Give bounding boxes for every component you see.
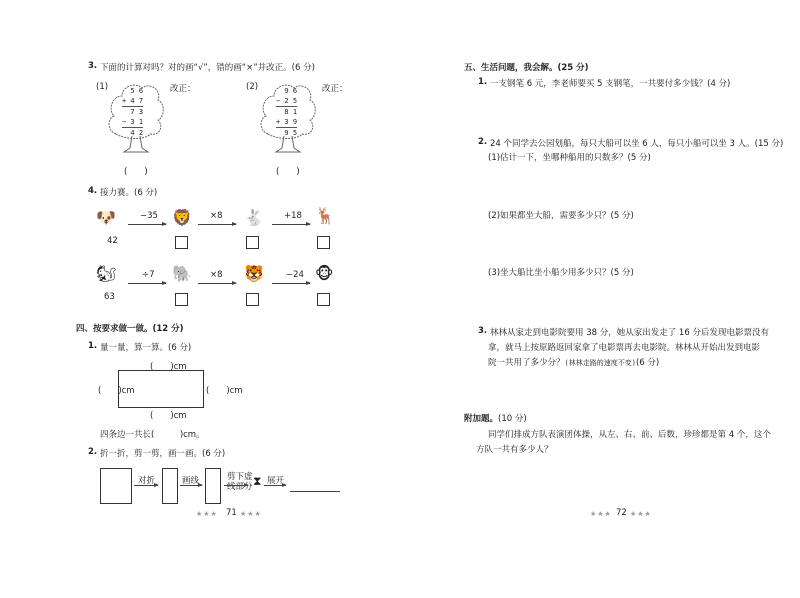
relay1-op2: ×8: [210, 211, 223, 221]
arrow-icon: [180, 485, 202, 486]
r-q3-line3: 院一共用了多少分？(林林走路的速度不变)(6 分): [488, 358, 660, 368]
lion-icon: 🦁: [172, 208, 192, 227]
r-q3-line2: 拿，就马上按原路返回家拿了电影票再去电影院。林林从开始出发到电影: [488, 343, 761, 353]
relay1-start: 42: [107, 236, 118, 246]
measure-sum[interactable]: 四条边一共长( )cm。: [100, 430, 205, 440]
relay1-answer3[interactable]: [317, 236, 330, 249]
tiger-icon: 🐯: [244, 264, 264, 283]
page-number-left: 71: [226, 508, 237, 518]
section4-title: 四、按要求做一做。(12 分): [76, 324, 184, 334]
page-stars-right: ★★★: [630, 510, 652, 518]
relay2-op2: ×8: [210, 270, 223, 280]
r-q3-number: 3.: [478, 326, 488, 336]
relay2-op3: −24: [286, 270, 304, 280]
relay1-answer2[interactable]: [246, 236, 259, 249]
arrow-icon: [128, 224, 166, 225]
arrow-icon: [134, 485, 158, 486]
q3-part2-label: (2): [246, 82, 259, 92]
q3-part1-label: (1): [96, 82, 109, 92]
r-q3-line1: 林林从家走到电影院要用 38 分，她从家出发走了 16 分后发现电影票没有: [490, 328, 769, 338]
q4-text: 接力赛。(6 分): [100, 188, 158, 198]
q3-text: 下面的计算对吗？对的画“√”，错的画“×”并改正。(6 分): [100, 63, 315, 73]
answer-paren-1[interactable]: ( ): [124, 167, 148, 177]
relay2-op1: ÷7: [142, 270, 155, 280]
r-q1-text: 一支钢笔 6 元，李老师要买 5 支钢笔，一共要付多少钱？(4 分): [490, 79, 731, 89]
arrow-icon: [224, 485, 248, 486]
extra-line2: 方队一共有多少人？: [476, 445, 553, 455]
page-stars-right: ★★★: [240, 510, 262, 518]
relay2-answer1[interactable]: [175, 293, 188, 306]
q41-number: 1.: [88, 341, 98, 351]
section5-title: 五、生活问题，我会解。(25 分): [464, 63, 589, 73]
q41-text: 量一量，算一算。(6 分): [100, 343, 192, 353]
measure-left[interactable]: ( )cm: [98, 386, 135, 396]
extra-line1: 同学们排成方队表演团体操，从左、右、前、后数，珍珍都是第 4 个，这个: [488, 430, 771, 440]
r-q2-part1: (1)估计一下，坐哪种船用的只数多？(5 分): [488, 153, 651, 163]
r-q1-number: 1.: [478, 77, 488, 87]
relay2-start: 63: [104, 292, 115, 302]
elephant-icon: 🐘: [172, 264, 192, 283]
fix-label-2: 改正：: [322, 84, 348, 94]
step-unfold: 展开: [267, 476, 285, 486]
monkey-icon: 🐵: [315, 264, 334, 283]
arrow-icon: [272, 224, 310, 225]
q3-number: 3.: [88, 61, 98, 71]
relay2-answer3[interactable]: [317, 293, 330, 306]
arrow-icon: [272, 283, 310, 284]
arrow-icon: [198, 224, 236, 225]
q4-number: 4.: [88, 186, 98, 196]
squirrel-icon: 🐿: [96, 264, 117, 283]
r-q2-text: 24 个同学去公园划船，每只大船可以坐 6 人，每只小船可以坐 3 人。(15 分): [490, 139, 784, 149]
page-stars-left: ★★★: [590, 510, 612, 518]
arrow-icon: [128, 283, 166, 284]
drawing-line: [290, 491, 340, 492]
r-q2-part3: (3)坐大船比坐小船少用多少只？(5 分): [488, 268, 634, 278]
relay1-answer1[interactable]: [175, 236, 188, 249]
calc2: 9 6 − 2 5 8 1 + 3 9 9 5: [276, 87, 298, 137]
deer-icon: 🦌: [315, 206, 335, 225]
extra-title: 附加题。(10 分): [464, 414, 527, 424]
measure-right[interactable]: ( )cm: [206, 386, 243, 396]
relay1-op3: +18: [284, 211, 302, 221]
measure-bottom[interactable]: ( )cm: [150, 411, 187, 421]
dog-icon: 🐶: [96, 208, 116, 227]
arrow-icon: [264, 485, 286, 486]
r-q2-part2: (2)如果都坐大船，需要多少只？(5 分): [488, 211, 634, 221]
answer-paren-2[interactable]: ( ): [276, 167, 300, 177]
fix-label-1: 改正：: [170, 84, 196, 94]
page-number-right: 72: [616, 508, 627, 518]
step-fold: 对折: [138, 476, 156, 486]
r-q2-number: 2.: [478, 137, 488, 147]
cut-shape-icon: ⧗: [253, 474, 262, 488]
paper-drawn: [205, 468, 221, 504]
step-draw: 画线: [182, 476, 200, 486]
step-cut: 剪下虚 线部分: [227, 472, 253, 492]
paper-folded: [162, 468, 178, 504]
calc1: 5 6 + 4 7 7 3 − 3 1 4 2: [122, 87, 144, 137]
q42-text: 折一折，剪一剪，画一画。(6 分): [100, 449, 226, 459]
q42-number: 2.: [88, 447, 98, 457]
arrow-icon: [198, 283, 236, 284]
relay1-op1: −35: [140, 211, 158, 221]
paper-square: [100, 468, 132, 504]
measure-top[interactable]: ( )cm: [150, 362, 187, 372]
rabbit-icon: 🐇: [244, 208, 264, 227]
page-stars-left: ★★★: [196, 510, 218, 518]
relay2-answer2[interactable]: [246, 293, 259, 306]
